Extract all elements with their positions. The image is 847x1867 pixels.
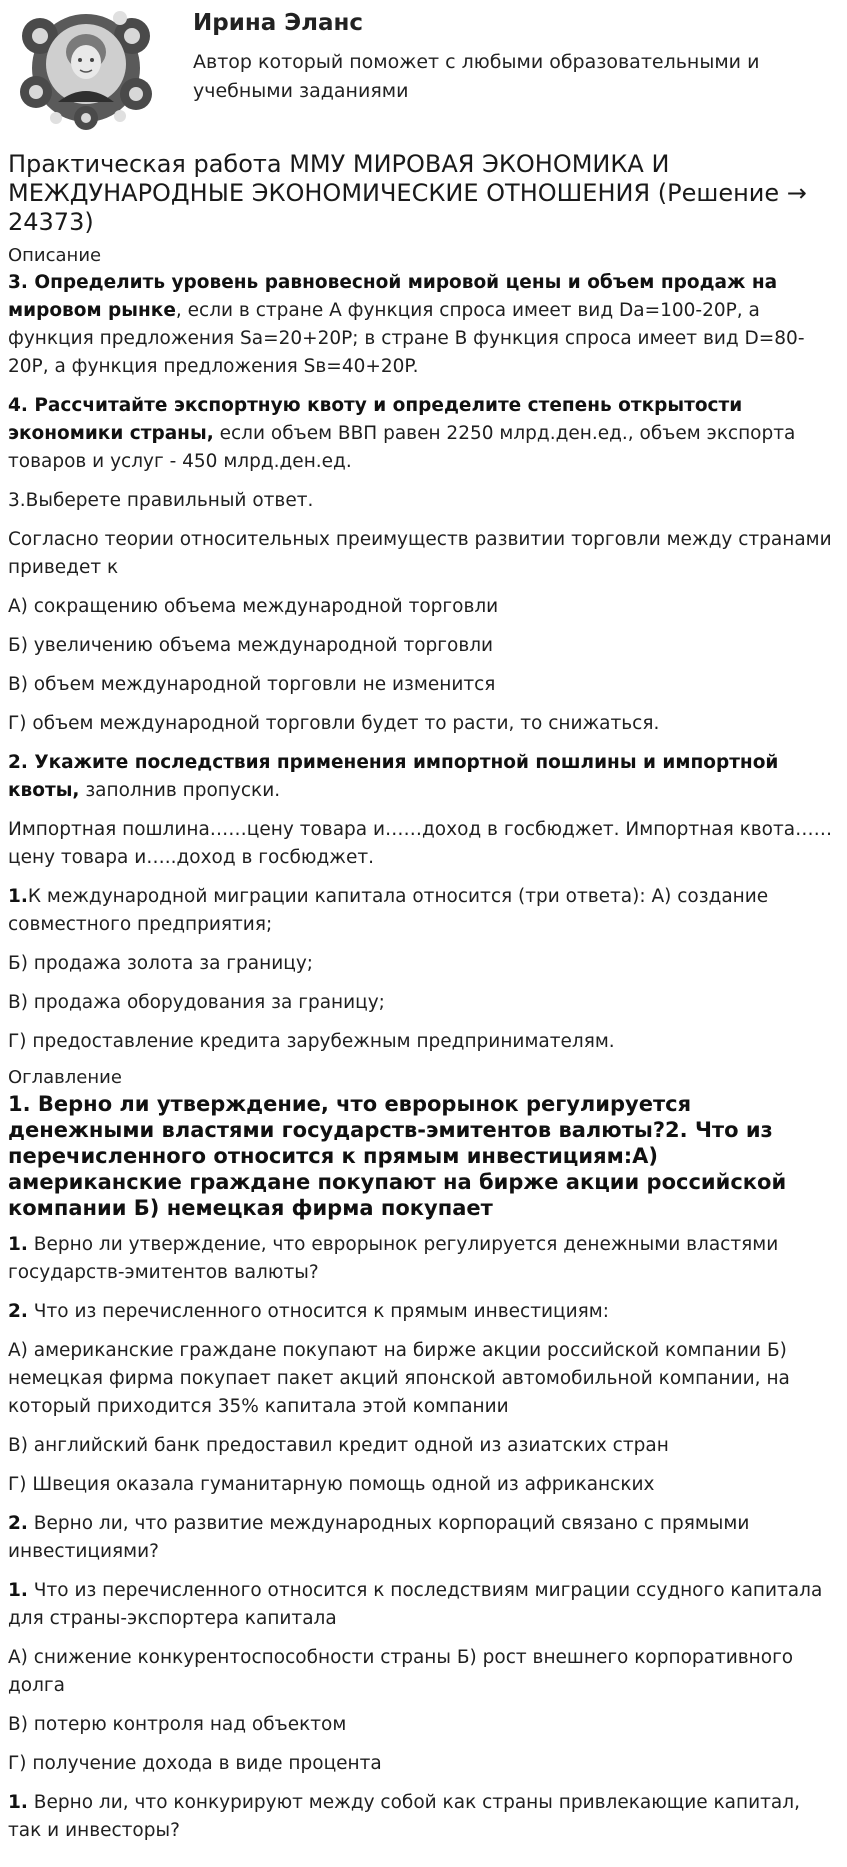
description-paragraph (8, 392, 839, 476)
description-paragraph (8, 989, 839, 1017)
description-paragraph-text: В) объем международной торговли не изменится (8, 674, 496, 695)
description-paragraph (8, 593, 839, 621)
description-paragraph-text: Согласно теории относительных преимуществ развитии торговли между странами приведет к (8, 529, 832, 578)
toc-paragraph-bold: 2. (8, 1301, 28, 1322)
toc-paragraph (8, 1432, 839, 1460)
toc-paragraph-bold: 1. (8, 1234, 28, 1255)
description-paragraph-bold: 2. Укажите последствия применения импортной пошлины и импортной квоты, (8, 752, 779, 801)
author-card (8, 0, 839, 140)
toc-paragraph (8, 1231, 839, 1287)
toc-paragraph (8, 1577, 839, 1633)
description-body (8, 269, 839, 1056)
description-paragraph-text: Импортная пошлина……цену товара и……доход в госбюджет. Импортная квота……цену товара и…..доход в госбюджет. (8, 819, 833, 868)
description-paragraph-bold: 4. Рассчитайте экспортную квоту и определите степень открытости экономики страны, (8, 395, 743, 444)
description-paragraph-text: , если в стране А функция спроса имеет вид Da=100-20P, а функция предложения Sa=20+20P; в стране В функция спроса имеет вид D=80-20P, а функция предложения Sв=40+20P. (8, 300, 805, 377)
description-paragraph-text: Б) продажа золота за границу; (8, 953, 313, 974)
toc-paragraph-bold: 2. (8, 1513, 28, 1534)
toc-paragraph-text: Верно ли, что конкурируют между собой как страны привлекающие капитал, так и инвесторы? (8, 1792, 800, 1841)
description-paragraph (8, 1028, 839, 1056)
toc-paragraph (8, 1644, 839, 1700)
toc-paragraph-bold: 1. (8, 1792, 28, 1813)
description-paragraph (8, 487, 839, 515)
page-title: Практическая работа ММУ МИРОВАЯ ЭКОНОМИКА И МЕЖДУНАРОДНЫЕ ЭКОНОМИЧЕСКИЕ ОТНОШЕНИЯ (Решение → 24373) (8, 150, 807, 236)
avatar-frame-icon (16, 6, 156, 130)
description-paragraph-text: А) сокращению объема международной торговли (8, 596, 499, 617)
description-paragraph (8, 671, 839, 699)
toc-paragraph-text: Г) Швеция оказала гуманитарную помощь одной из африканских (8, 1474, 655, 1495)
toc-paragraph (8, 1510, 839, 1566)
description-paragraph-bold: 3. Определить уровень равновесной мировой цены и объем продаж на мировом рынке (8, 272, 778, 321)
description-paragraph-text: 3.Выберете правильный ответ. (8, 490, 314, 511)
description-paragraph-text: заполнив пропуски. (79, 780, 281, 801)
description-label: Описание (8, 245, 102, 266)
description-paragraph-bold: 1. (8, 886, 28, 907)
description-paragraph-text: К международной миграции капитала относится (три ответа): А) создание совместного предприятия; (8, 886, 769, 935)
toc-paragraph (8, 1337, 839, 1421)
toc-paragraph-text: Что из перечисленного относится к прямым инвестициям: (27, 1301, 609, 1322)
toc-paragraph-text: Верно ли, что развитие международных корпораций связано с прямыми инвестициями? (8, 1513, 750, 1562)
toc-paragraph (8, 1711, 839, 1739)
toc-paragraph-text: Что из перечисленного относится к последствиям миграции ссудного капитала для страны-экспортера капитала (8, 1580, 823, 1629)
description-paragraph-text: В) продажа оборудования за границу; (8, 992, 385, 1013)
description-paragraph-text: Г) объем международной торговли будет то расти, то снижаться. (8, 713, 660, 734)
toc-paragraph-text: В) потерю контроля над объектом (8, 1714, 347, 1735)
toc-label: Оглавление (8, 1067, 122, 1088)
toc-paragraph-bold: 1. (8, 1580, 28, 1601)
author-name[interactable]: Ирина Эланс (193, 10, 364, 36)
description-paragraph-text: если объем ВВП равен 2250 млрд.ден.ед., объем экспорта товаров и услуг - 450 млрд.ден.ед. (8, 423, 796, 472)
description-paragraph (8, 269, 839, 381)
description-paragraph (8, 526, 839, 582)
toc-paragraph-text: Г) получение дохода в виде процента (8, 1753, 382, 1774)
toc-paragraph (8, 1298, 839, 1326)
toc-paragraph-text: А) американские граждане покупают на бирже акции российской компании Б) немецкая фирма покупает пакет акций японской автомобильной компании, на который приходится 35% капитала этой компании (8, 1340, 790, 1417)
toc-paragraph (8, 1750, 839, 1778)
toc-paragraph-text: Верно ли утверждение, что еврорынок регулируется денежными властями государств-эмитентов валюты? (8, 1234, 779, 1283)
description-paragraph (8, 816, 839, 872)
description-paragraph (8, 883, 839, 939)
toc-heading: 1. Верно ли утверждение, что еврорынок регулируется денежными властями государств-эмитентов валюты?2. Что из перечисленного относится к прямым инвестициям:А) американские граждане покупают на бирже акции российской компании Б) немецкая фирма покупает (8, 1092, 787, 1220)
author-description: Автор который поможет с любыми образовательными и учебными заданиями (193, 51, 760, 102)
description-paragraph-text: Г) предоставление кредита зарубежным предпринимателям. (8, 1031, 615, 1052)
description-paragraph (8, 950, 839, 978)
avatar[interactable] (16, 6, 156, 130)
toc-paragraph-text: В) английский банк предоставил кредит одной из азиатских стран (8, 1435, 669, 1456)
description-paragraph (8, 749, 839, 805)
toc-paragraph (8, 1471, 839, 1499)
description-paragraph (8, 710, 839, 738)
toc-paragraph (8, 1789, 839, 1845)
description-paragraph-text: Б) увеличению объема международной торговли (8, 635, 494, 656)
toc-body (8, 1231, 839, 1845)
description-paragraph (8, 632, 839, 660)
toc-paragraph-text: А) снижение конкурентоспособности страны Б) рост внешнего корпоративного долга (8, 1647, 794, 1696)
